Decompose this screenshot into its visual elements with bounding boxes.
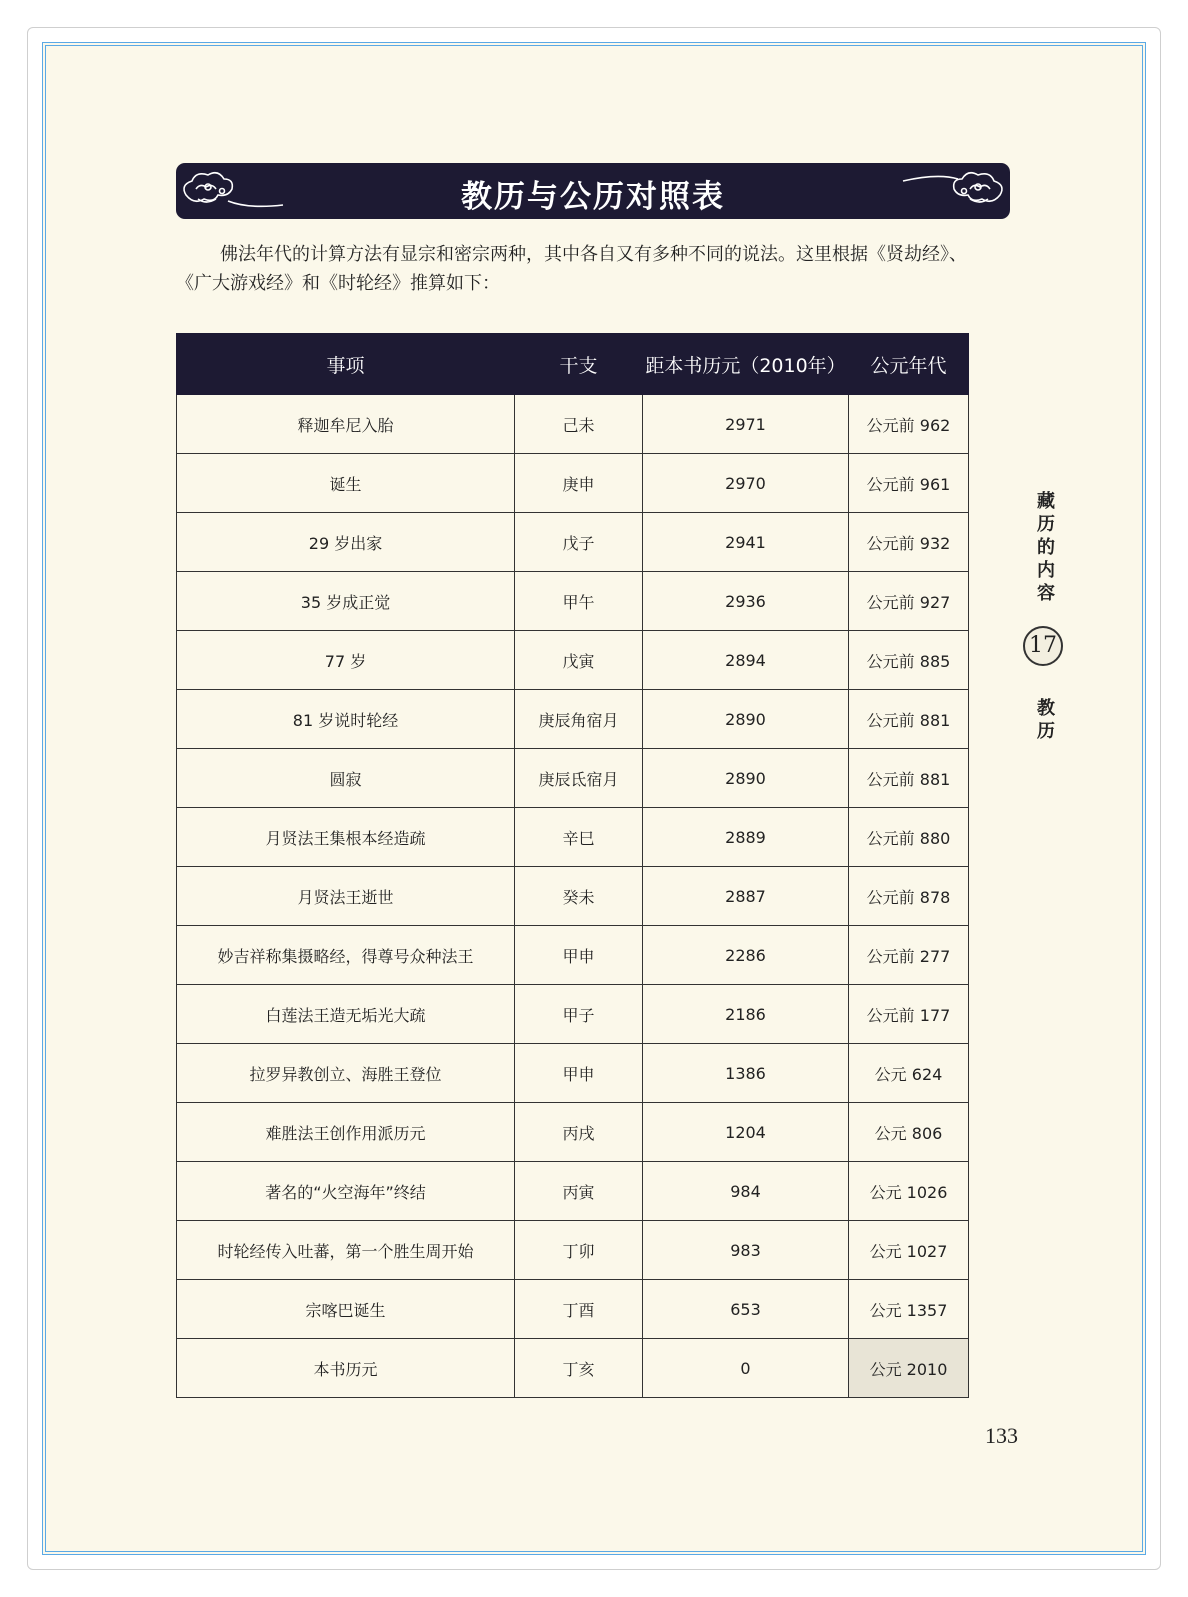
header-years-from-epoch: 距本书历元（2010年） (643, 334, 849, 395)
cell-years: 2971 (643, 395, 849, 454)
table-row (177, 395, 969, 454)
cell-event: 白莲法王造无垢光大疏 (177, 985, 515, 1044)
cell-years: 983 (643, 1221, 849, 1280)
cell-years: 2894 (643, 631, 849, 690)
header-ganzhi: 干支 (515, 334, 643, 395)
cell-gregorian: 公元前 177 (849, 985, 969, 1044)
cell-gregorian: 公元前 881 (849, 749, 969, 808)
cell-gregorian: 公元前 932 (849, 513, 969, 572)
cell-years: 2887 (643, 867, 849, 926)
table-row (177, 1280, 969, 1339)
cell-event: 圆寂 (177, 749, 515, 808)
chapter-number: 17 (1023, 626, 1063, 666)
header-event: 事项 (177, 334, 515, 395)
cell-years: 984 (643, 1162, 849, 1221)
page-title: 教历与公历对照表 (461, 179, 725, 215)
cell-years: 2941 (643, 513, 849, 572)
cell-event: 释迦牟尼入胎 (177, 395, 515, 454)
cell-ganzhi: 甲午 (515, 572, 643, 631)
cell-years: 2286 (643, 926, 849, 985)
cell-gregorian: 公元前 880 (849, 808, 969, 867)
cell-ganzhi: 庚辰氐宿月 (515, 749, 643, 808)
cell-event: 77 岁 (177, 631, 515, 690)
table-row (177, 926, 969, 985)
cell-years: 1386 (643, 1044, 849, 1103)
cell-gregorian: 公元前 961 (849, 454, 969, 513)
cell-years: 2890 (643, 749, 849, 808)
table-row (177, 454, 969, 513)
cell-ganzhi: 丁酉 (515, 1280, 643, 1339)
cloud-ornament-right-icon (898, 165, 1008, 217)
cell-event: 诞生 (177, 454, 515, 513)
cell-event: 妙吉祥称集摄略经，得尊号众种法王 (177, 926, 515, 985)
cell-ganzhi: 甲子 (515, 985, 643, 1044)
cell-ganzhi: 丙戌 (515, 1103, 643, 1162)
table-row (177, 1221, 969, 1280)
cell-event: 难胜法王创作用派历元 (177, 1103, 515, 1162)
cell-gregorian: 公元前 885 (849, 631, 969, 690)
table-row (177, 1162, 969, 1221)
cell-event: 月贤法王逝世 (177, 867, 515, 926)
table-row (177, 1339, 969, 1398)
cell-gregorian: 公元 1027 (849, 1221, 969, 1280)
cell-gregorian: 公元 1026 (849, 1162, 969, 1221)
cell-gregorian: 公元前 962 (849, 395, 969, 454)
cell-event: 宗喀巴诞生 (177, 1280, 515, 1339)
table-row (177, 631, 969, 690)
cell-ganzhi: 甲申 (515, 926, 643, 985)
cell-gregorian: 公元前 277 (849, 926, 969, 985)
cell-years: 1204 (643, 1103, 849, 1162)
cell-gregorian: 公元前 881 (849, 690, 969, 749)
cell-years: 2889 (643, 808, 849, 867)
cell-ganzhi: 丙寅 (515, 1162, 643, 1221)
cell-event: 拉罗异教创立、海胜王登位 (177, 1044, 515, 1103)
cell-ganzhi: 庚辰角宿月 (515, 690, 643, 749)
cell-ganzhi: 丁卯 (515, 1221, 643, 1280)
table-row (177, 513, 969, 572)
table-row (177, 749, 969, 808)
cell-years: 2890 (643, 690, 849, 749)
cell-event: 月贤法王集根本经造疏 (177, 808, 515, 867)
intro-paragraph: 佛法年代的计算方法有显宗和密宗两种，其中各自又有多种不同的说法。这里根据《贤劫经》、《广大游戏经》和《时轮经》推算如下： (176, 244, 967, 294)
cell-ganzhi: 癸未 (515, 867, 643, 926)
cell-event: 29 岁出家 (177, 513, 515, 572)
cell-ganzhi: 戊寅 (515, 631, 643, 690)
cell-ganzhi: 戊子 (515, 513, 643, 572)
cell-gregorian: 公元前 878 (849, 867, 969, 926)
cell-years: 0 (643, 1339, 849, 1398)
cell-ganzhi: 庚申 (515, 454, 643, 513)
title-banner (176, 163, 1010, 219)
chapter-label: 教历 (1037, 698, 1055, 742)
cell-years: 2936 (643, 572, 849, 631)
cell-years: 2970 (643, 454, 849, 513)
cell-event: 81 岁说时轮经 (177, 690, 515, 749)
table-header-row (177, 334, 969, 395)
cell-gregorian: 公元 1357 (849, 1280, 969, 1339)
table-row (177, 1044, 969, 1103)
cell-years: 2186 (643, 985, 849, 1044)
header-gregorian-year: 公元年代 (849, 334, 969, 395)
table-row (177, 690, 969, 749)
table-row (177, 985, 969, 1044)
cell-event: 35 岁成正觉 (177, 572, 515, 631)
cell-gregorian: 公元前 927 (849, 572, 969, 631)
table-row (177, 867, 969, 926)
cell-event: 著名的“火空海年”终结 (177, 1162, 515, 1221)
cell-ganzhi: 辛巳 (515, 808, 643, 867)
cell-event: 本书历元 (177, 1339, 515, 1398)
cell-gregorian: 公元 624 (849, 1044, 969, 1103)
cell-gregorian: 公元 806 (849, 1103, 969, 1162)
cell-gregorian: 公元 2010 (849, 1339, 969, 1398)
section-label: 藏历的内容 (1037, 491, 1055, 604)
page-number: 133 (985, 1423, 1018, 1448)
cell-ganzhi: 甲申 (515, 1044, 643, 1103)
cell-ganzhi: 丁亥 (515, 1339, 643, 1398)
table-row (177, 572, 969, 631)
calendar-table (176, 333, 969, 1398)
table-row (177, 808, 969, 867)
table-row (177, 1103, 969, 1162)
cell-years: 653 (643, 1280, 849, 1339)
cell-ganzhi: 己未 (515, 395, 643, 454)
cell-event: 时轮经传入吐蕃，第一个胜生周开始 (177, 1221, 515, 1280)
